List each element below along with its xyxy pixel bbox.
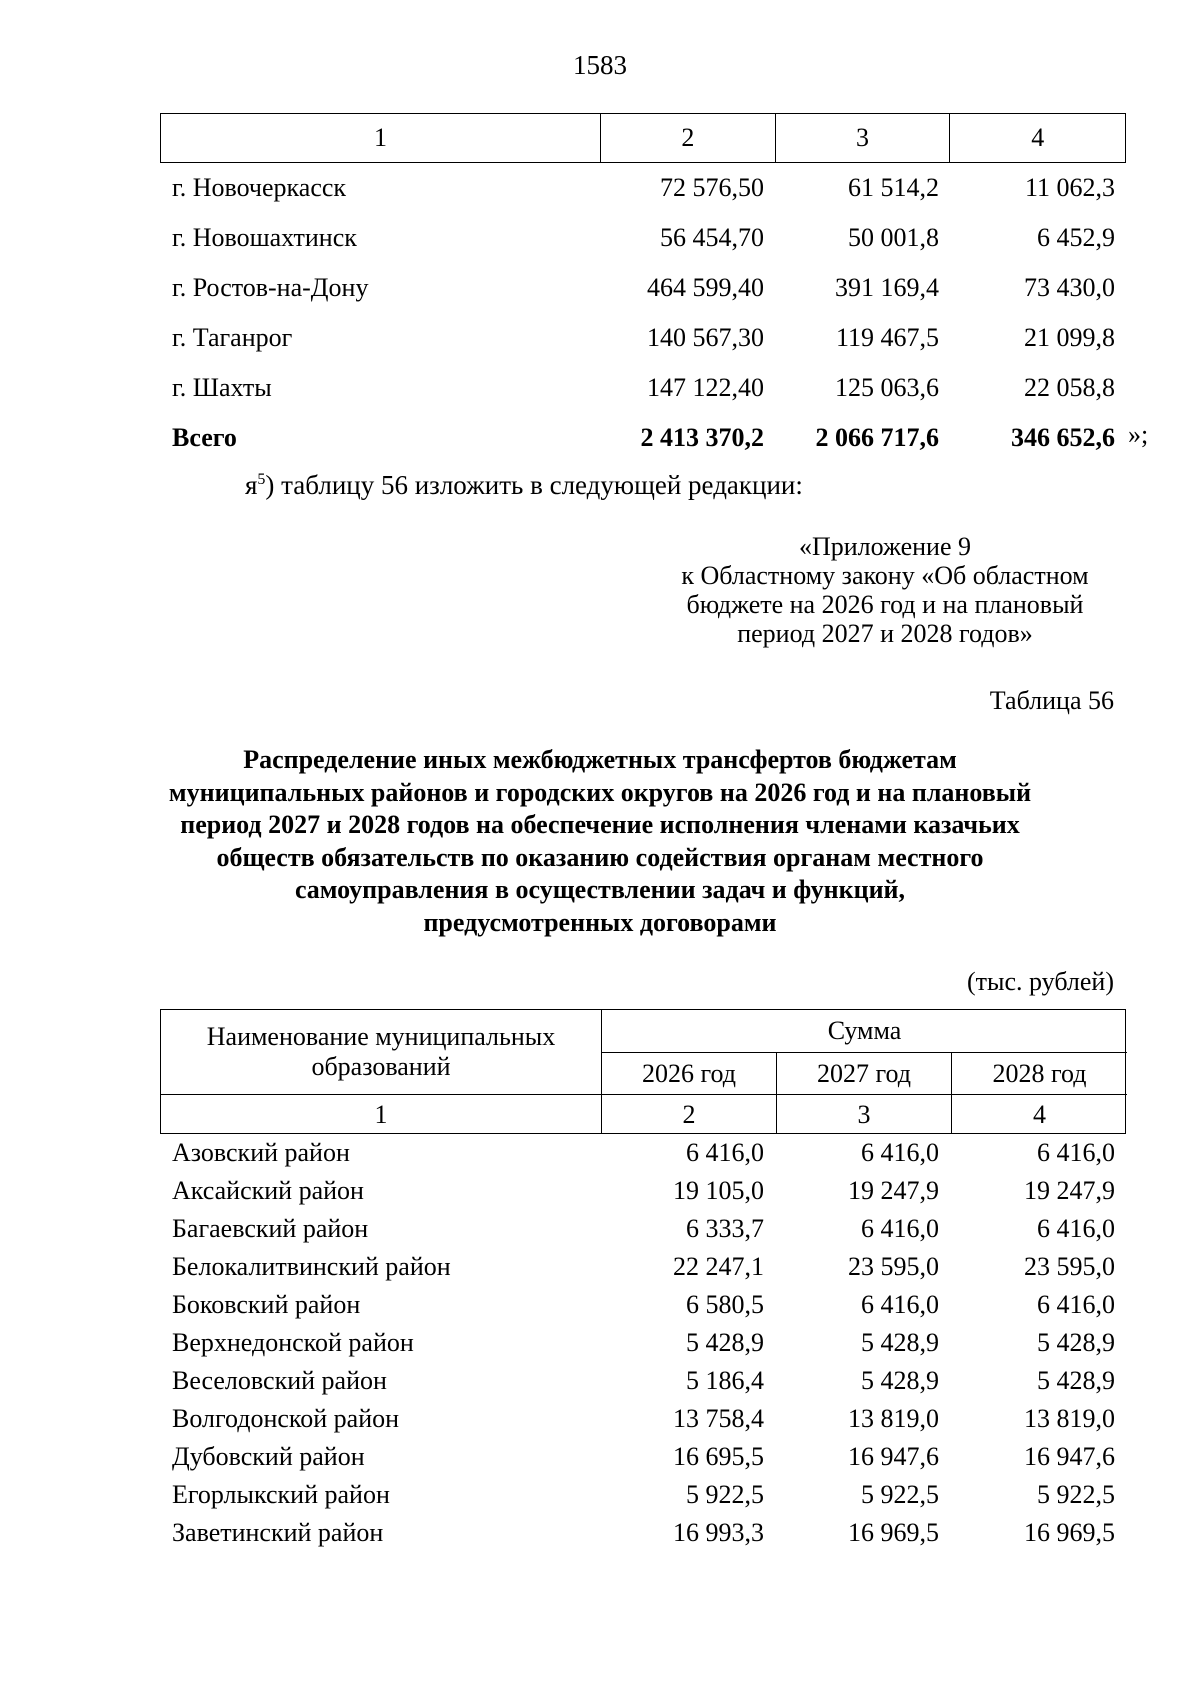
row-name: г. Новошахтинск	[172, 223, 357, 252]
paragraph-superscript: 5	[257, 471, 266, 488]
row-name: Белокалитвинский район	[172, 1252, 451, 1281]
row-value-2027: 13 819,0	[848, 1404, 939, 1433]
appendix-line: период 2027 и 2028 годов»	[737, 619, 1033, 648]
title-line: самоуправления в осуществлении задач и функций,	[294, 875, 906, 904]
page-number: 1583	[573, 50, 627, 80]
amendment-paragraph	[245, 470, 803, 501]
header-name-cell	[161, 1010, 601, 1094]
row-name: Егорлыкский район	[172, 1480, 390, 1509]
header-year-2026: 2026 год	[601, 1052, 776, 1094]
table-body	[160, 1134, 1126, 1552]
total-value-3: 2 066 717,6	[815, 423, 939, 452]
row-value-2026: 6 333,7	[686, 1214, 764, 1243]
row-value-2027: 5 922,5	[861, 1480, 939, 1509]
row-value-4: 11 062,3	[1024, 173, 1115, 202]
row-value-2028: 6 416,0	[1037, 1138, 1115, 1167]
header-col-3: 3	[775, 114, 950, 162]
row-value-2027: 5 428,9	[861, 1366, 939, 1395]
header-col-1: 1	[374, 123, 388, 152]
row-value-3: 119 467,5	[835, 323, 939, 352]
row-value-2028: 16 947,6	[1024, 1442, 1115, 1471]
row-value-4: 22 058,8	[1024, 373, 1115, 402]
row-name: г. Ростов-на-Дону	[172, 273, 369, 302]
table-header	[160, 1009, 1126, 1134]
row-value-2028: 5 428,9	[1037, 1366, 1115, 1395]
title-line: период 2027 и 2028 годов на обеспечение исполнения членами казачьих	[180, 810, 1020, 839]
row-name: г. Таганрог	[172, 323, 293, 352]
title-line: предусмотренных договорами	[423, 907, 777, 937]
table-continuation	[160, 113, 1126, 463]
row-name: Багаевский район	[172, 1214, 369, 1243]
total-label: Всего	[172, 423, 237, 452]
row-value-2027: 5 428,9	[861, 1328, 939, 1357]
appendix-reference	[620, 532, 1150, 648]
row-value-2028: 5 428,9	[1037, 1328, 1115, 1357]
row-value-2: 140 567,30	[647, 323, 764, 352]
table-row	[160, 163, 1126, 213]
row-value-2026: 22 247,1	[673, 1252, 764, 1281]
header-col-4: 4	[949, 114, 1125, 162]
title-line: муниципальных районов и городских округов на 2026 год и на плановый	[168, 777, 1032, 807]
row-value-2028: 16 969,5	[1024, 1518, 1115, 1547]
row-name: Заветинский район	[172, 1518, 384, 1547]
row-value-2027: 16 947,6	[848, 1442, 939, 1471]
row-value-4: 21 099,8	[1024, 323, 1115, 352]
row-value-2028: 19 247,9	[1024, 1176, 1115, 1205]
row-value-2026: 5 428,9	[686, 1328, 764, 1357]
table-row	[160, 263, 1126, 313]
row-value-3: 50 001,8	[848, 223, 939, 252]
paragraph-text: ) таблицу 56 изложить в следующей редакции:	[265, 470, 803, 500]
row-value-2027: 16 969,5	[848, 1518, 939, 1547]
row-value-3: 125 063,6	[835, 373, 939, 402]
table-row	[160, 1514, 1126, 1552]
table-row	[160, 213, 1126, 263]
row-value-3: 61 514,2	[848, 173, 939, 202]
row-value-2028: 5 922,5	[1037, 1480, 1115, 1509]
row-value-2027: 6 416,0	[861, 1138, 939, 1167]
row-value-2028: 6 416,0	[1037, 1290, 1115, 1319]
row-value-2026: 13 758,4	[673, 1404, 764, 1433]
table-row	[160, 1476, 1126, 1514]
table-row	[160, 1362, 1126, 1400]
table-row	[160, 313, 1126, 363]
table-row	[160, 1134, 1126, 1172]
row-value-2026: 16 695,5	[673, 1442, 764, 1471]
appendix-line: бюджете на 2026 год и на плановый	[686, 590, 1084, 619]
table-row	[160, 1324, 1126, 1362]
row-value-2026: 5 186,4	[686, 1366, 764, 1395]
row-name: Боковский район	[172, 1290, 361, 1319]
header-number-3: 3	[776, 1094, 951, 1134]
row-value-2026: 5 922,5	[686, 1480, 764, 1509]
row-name: Дубовский район	[172, 1442, 365, 1471]
header-number-4: 4	[951, 1094, 1127, 1134]
distribution-table	[160, 1009, 1126, 1552]
row-value-2: 147 122,40	[647, 373, 764, 402]
table-row	[160, 363, 1126, 413]
row-value-2: 56 454,70	[660, 223, 764, 252]
header-col-2: 2	[600, 114, 775, 162]
row-value-2026: 16 993,3	[673, 1518, 764, 1547]
row-name: г. Новочеркасск	[172, 173, 347, 202]
table-row	[160, 1210, 1126, 1248]
row-name: Верхнедонской район	[172, 1328, 414, 1357]
row-value-2027: 19 247,9	[848, 1176, 939, 1205]
paragraph-prefix: я	[245, 470, 258, 500]
total-value-4: 346 652,6	[1011, 423, 1115, 452]
table-number: Таблица 56	[989, 686, 1114, 715]
row-value-2028: 6 416,0	[1037, 1214, 1115, 1243]
row-value-2027: 6 416,0	[861, 1214, 939, 1243]
row-value-2026: 6 416,0	[686, 1138, 764, 1167]
row-value-2: 464 599,40	[647, 273, 764, 302]
closing-quote: »;	[1128, 420, 1149, 449]
row-name: Азовский район	[172, 1138, 350, 1167]
table-title	[130, 744, 1070, 939]
header-name-line: Наименование муниципальных	[206, 1022, 556, 1051]
header-year-2027: 2027 год	[776, 1052, 951, 1094]
row-value-2027: 6 416,0	[861, 1290, 939, 1319]
row-value-2: 72 576,50	[660, 173, 764, 202]
table-row	[160, 1248, 1126, 1286]
row-value-4: 6 452,9	[1037, 223, 1115, 252]
row-name: г. Шахты	[172, 373, 272, 402]
table-row	[160, 1400, 1126, 1438]
row-value-2028: 13 819,0	[1024, 1404, 1115, 1433]
table-row	[160, 1172, 1126, 1210]
header-year-2028: 2028 год	[951, 1052, 1127, 1094]
row-value-2026: 19 105,0	[673, 1176, 764, 1205]
total-value-2: 2 413 370,2	[640, 423, 764, 452]
row-value-2028: 23 595,0	[1024, 1252, 1115, 1281]
header-number-2: 2	[601, 1094, 776, 1134]
table-row	[160, 1286, 1126, 1324]
row-value-2026: 6 580,5	[686, 1290, 764, 1319]
row-value-3: 391 169,4	[835, 273, 939, 302]
row-name: Волгодонской район	[172, 1404, 400, 1433]
table-row	[160, 1438, 1126, 1476]
row-name: Аксайский район	[172, 1176, 364, 1205]
header-sum-cell: Сумма	[601, 1010, 1127, 1052]
appendix-line: «Приложение 9	[798, 532, 972, 561]
header-name-line: образований	[311, 1052, 451, 1081]
units-label: (тыс. рублей)	[966, 967, 1114, 996]
title-line: обществ обязательств по оказанию содействия органам местного	[216, 842, 984, 872]
table-total-row	[160, 413, 1126, 463]
header-number-1: 1	[161, 1094, 601, 1134]
appendix-line: к Областному закону «Об областном	[681, 561, 1089, 590]
row-name: Веселовский район	[172, 1366, 387, 1395]
row-value-2027: 23 595,0	[848, 1252, 939, 1281]
row-value-4: 73 430,0	[1024, 273, 1115, 302]
table-header-row	[160, 113, 1126, 163]
title-line: Распределение иных межбюджетных трансфертов бюджетам	[243, 745, 957, 774]
